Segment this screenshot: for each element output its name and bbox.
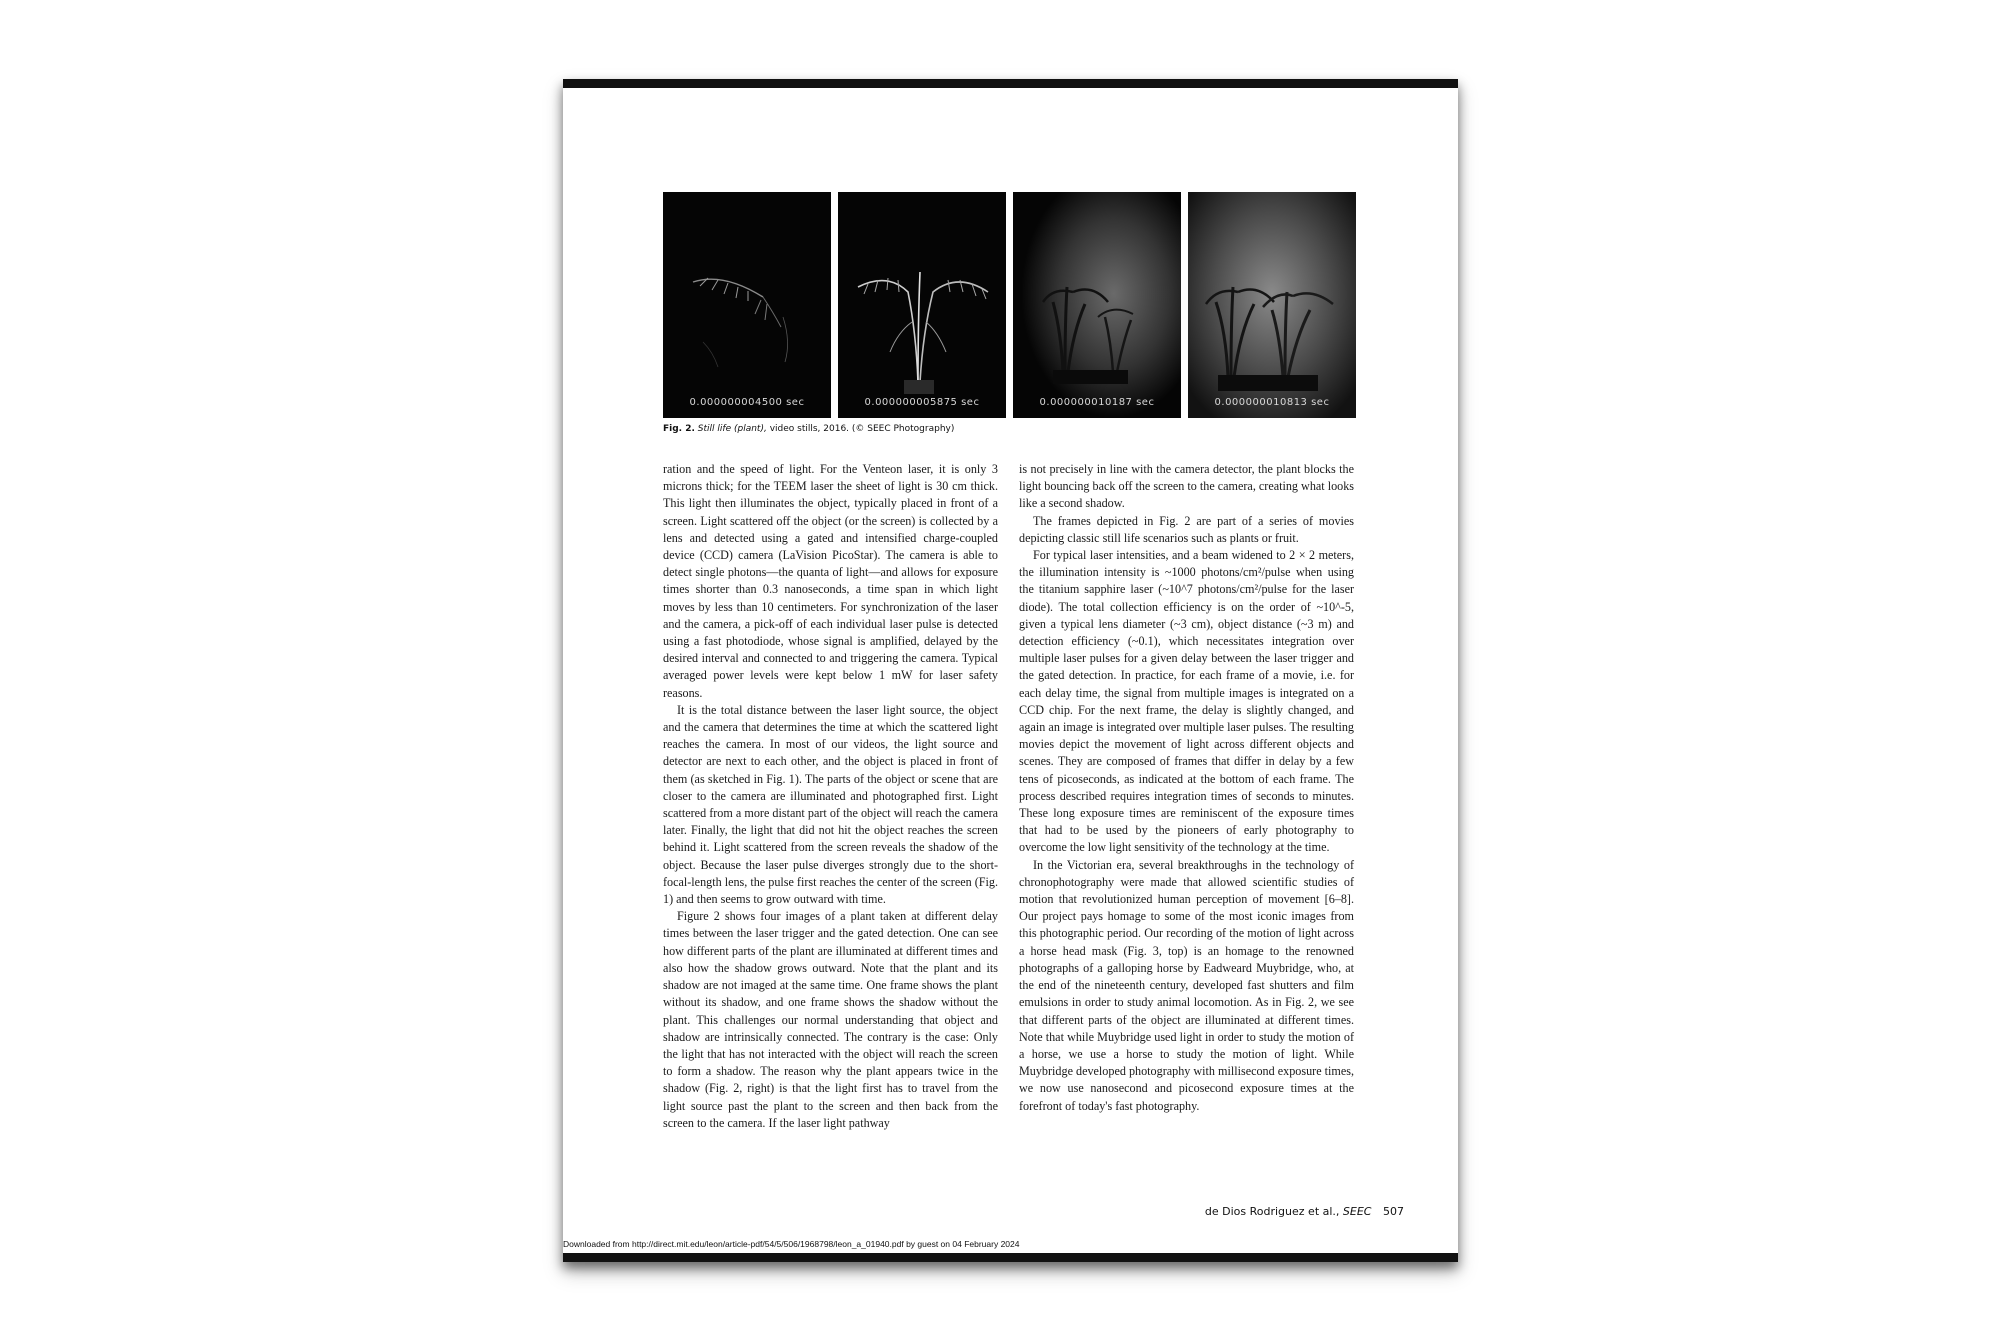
- still-timestamp-1: 0.000000004500 sec: [689, 397, 805, 408]
- figure-caption: [663, 424, 1263, 434]
- video-still-4: [1188, 192, 1356, 418]
- paragraph: For typical laser intensities, and a beam widened to 2 × 2 meters, the illumination intensity is ~1000 photons/cm²/pulse when using the titanium sapphire laser (~10^7 photons/cm²/pulse for the laser diode). The total collection efficiency is on the order of ~10^-5, given a typical lens diameter (~3 cm), object distance (~3 m) and detection efficiency (~0.1), which necessitates integration over multiple laser pulses for a given delay between the laser trigger and the gated detection. In practice, for each frame of a movie, i.e. for each delay time, the signal from multiple images is integrated on a CCD chip. For the next frame, the delay is slightly changed, and again an image is integrated over multiple laser pulses. The resulting movies depict the movement of light across different objects and scenes. They are composed of frames that differ in delay by a few tens of picoseconds, as indicated at the bottom of each frame. The process described requires integration times of seconds to minutes. These long exposure times are reminiscent of the exposure times that had to be used by the pioneers of early photography to overcome the low light sensitivity of the technology at the time.: [1019, 548, 1354, 855]
- plant-still-image-2: [838, 192, 1006, 418]
- video-still-1: [663, 192, 831, 418]
- plant-still-image-4: [1188, 192, 1356, 418]
- video-still-2: [838, 192, 1006, 418]
- body-column-right: [1019, 461, 1354, 1115]
- paragraph: is not precisely in line with the camera detector, the plant blocks the light bouncing back off the screen to the camera, creating what looks like a second shadow.: [1019, 462, 1354, 511]
- page-number: 507: [1383, 1205, 1404, 1218]
- paragraph: In the Victorian era, several breakthroughs in the technology of chronophotography were made that allowed scientific studies of motion that revolutionized human perception of movement [6–8]. Our project pays homage to some of the most iconic images from this photographic period. Our recording of the motion of light across a horse head mask (Fig. 3, top) is an homage to the renowned photographs of a galloping horse by Eadweard Muybridge, who, at the end of the nineteenth century, developed fast shutters and film emulsions in order to study animal locomotion. As in Fig. 2, we see that different parts of the object are illuminated at different times. Note that while Muybridge used light in order to study the motion of a horse, we use a horse to study the motion of light. While Muybridge developed photography with millisecond exposure times, we now use nanosecond and picosecond exposure times at the forefront of today's fast photography.: [1019, 857, 1354, 1113]
- figure-2-stills: [663, 192, 1354, 418]
- paper-page: [563, 79, 1458, 1262]
- body-column-left: [663, 461, 998, 1132]
- footer-journal: SEEC: [1342, 1205, 1372, 1218]
- figure-caption-rest: video stills, 2016. (© SEEC Photography): [769, 424, 955, 434]
- plant-still-image-3: [1013, 192, 1181, 418]
- footer-authors: de Dios Rodriguez et al.,: [1204, 1205, 1340, 1218]
- still-timestamp-3: 0.000000010187 sec: [1039, 397, 1155, 408]
- running-footer: [1063, 1205, 1404, 1218]
- paragraph: The frames depicted in Fig. 2 are part of a series of movies depicting classic still life scenarios such as plants or fruit.: [1019, 513, 1354, 545]
- still-timestamp-4: 0.000000010813 sec: [1214, 397, 1330, 408]
- video-still-3: [1013, 192, 1181, 418]
- paragraph: Figure 2 shows four images of a plant taken at different delay times between the laser trigger and the gated detection. One can see how different parts of the plant are illuminated at different times and also how the shadow grows outward. Note that the plant and its shadow are not imaged at the same time. One frame shows the plant without its shadow, and one frame shows the shadow without the plant. This challenges our normal understanding that object and shadow are intrinsically connected. The contrary is the case: Only the light that has not interacted with the object will reach the screen to form a shadow. The reason why the plant appears twice in the shadow (Fig. 2, right) is that the light first has to travel from the light source past the plant to the screen and then back from the screen to the camera. If the laser light pathway: [663, 909, 998, 1130]
- page-top-border: [563, 79, 1458, 88]
- figure-number: Fig. 2.: [663, 424, 695, 434]
- figure-title: Still life (plant),: [697, 424, 767, 434]
- still-timestamp-2: 0.000000005875 sec: [864, 397, 980, 408]
- paragraph: ration and the speed of light. For the Venteon laser, it is only 3 microns thick; for the TEEM laser the sheet of light is 30 cm thick. This light then illuminates the object, typically placed in front of a screen. Light scattered off the object (or the screen) is collected by a lens and detected using a gated and intensified charge-coupled device (CCD) camera (LaVision PicoStar). The camera is able to detect single photons—the quanta of light—and allows for exposure times shorter than 0.3 nanoseconds, a time span in which light moves by less than 10 centimeters. For synchronization of the laser and the camera, a pick-off of each individual laser pulse is detected using a fast photodiode, whose signal is amplified, delayed by the desired interval and connected to and triggering the camera. Typical averaged power levels were kept below 1 mW for laser safety reasons.: [663, 462, 998, 700]
- plant-still-image-1: [663, 192, 831, 418]
- download-watermark: Downloaded from http://direct.mit.edu/leon/article-pdf/54/5/506/1968798/leon_a_01940.pdf by guest on 04 February 2024: [563, 1239, 1020, 1249]
- page-bottom-border: [563, 1253, 1458, 1262]
- paragraph: It is the total distance between the laser light source, the object and the camera that determines the time at which the scattered light reaches the camera. In most of our videos, the light source and detector are next to each other, and the object is placed in front of them (as sketched in Fig. 1). The parts of the object or scene that are closer to the camera are illuminated and photographed first. Light scattered from a more distant part of the object will reach the camera later. Finally, the light that did not hit the object reaches the screen behind it. Light scattered from the screen reveals the shadow of the object. Because the laser pulse diverges strongly due to the short-focal-length lens, the pulse first reaches the center of the screen (Fig. 1) and then seems to grow outward with time.: [663, 702, 998, 907]
